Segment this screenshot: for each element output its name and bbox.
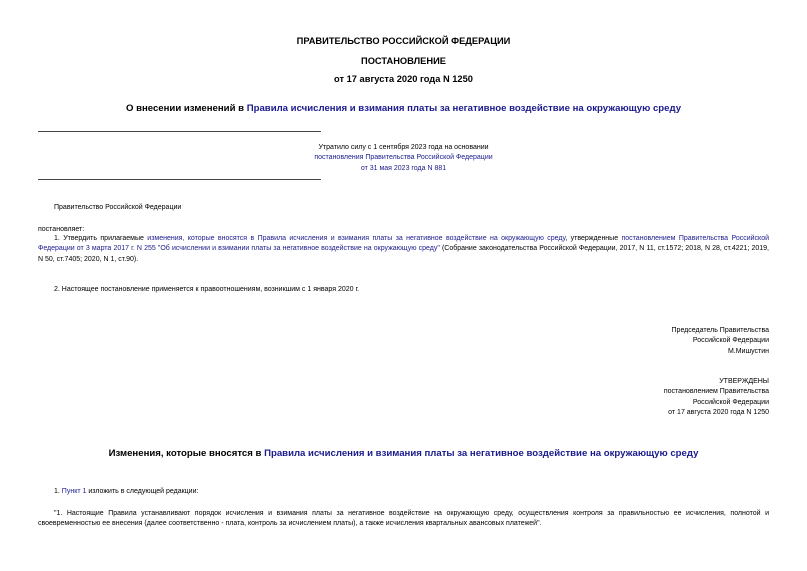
signature-country: Российской Федерации — [692, 337, 769, 345]
title-prefix: О внесении изменений в — [125, 103, 247, 114]
item1-number: 1. — [54, 488, 62, 495]
p1-citation: (Собрание законодательства Российской Федерации, 2017, N 11, ст.1572; 2018, N 28, ст.4221; 2019, N 50, ст.7405; 2020, N 1, ст.90). — [38, 245, 770, 263]
approved-by: постановлением Правительства — [663, 388, 769, 396]
point-1-link[interactable]: Пункт 1 — [61, 488, 87, 495]
quoted-paragraph — [38, 509, 769, 530]
repeal-decree-link[interactable]: постановления Правительства Российской Федерации — [314, 154, 493, 162]
issuer-text: Правительство Российской Федерации — [54, 204, 182, 211]
document-title — [0, 103, 807, 114]
document-type: ПОСТАНОВЛЕНИЕ — [361, 56, 446, 66]
status-note — [200, 143, 607, 174]
decree-255-link[interactable]: постановлением Правительства Российской Федерации от 3 марта 2017 г. N 255 "Об исчислении и взимании платы за негативное воздействие на окружающую среду" — [38, 235, 769, 253]
title-rules-link[interactable]: Правила исчисления и взимания платы за негативное воздействие на окружающую среду — [246, 103, 682, 114]
divider-bottom — [38, 179, 321, 180]
changes-title-prefix: Изменения, которые вносятся в — [108, 448, 265, 459]
repeal-decree-date-link[interactable]: от 31 мая 2023 года N 881 — [360, 164, 447, 172]
approved-block — [664, 377, 769, 419]
signature-block — [672, 326, 769, 357]
quote-text: "1. Настоящие Правила устанавливают порядок исчисления и взимания платы за негативное воздействие на окружающую среду, осуществления контроля за правильностью ее исчисления, полнотой и своевременностью ее внесения (далее соответственно - плата, контроль за исчислением платы), а также исчисления квартальных авансовых платежей". — [38, 510, 769, 528]
changes-title — [0, 448, 807, 459]
paragraph-1 — [38, 234, 769, 265]
paragraph-2: 2. Настоящее постановление применяется к правоотношениям, возникшим с 1 января 2020 г. — [54, 286, 360, 293]
item1-text: изложить в следующей редакции: — [86, 488, 199, 495]
approved-heading: УТВЕРЖДЕНЫ — [719, 378, 769, 385]
approved-country: Российской Федерации — [692, 398, 769, 406]
decree-word: постановляет: — [38, 226, 85, 233]
p1-text: , утвержденные — [565, 235, 622, 242]
government-heading: ПРАВИТЕЛЬСТВО РОССИЙСКОЙ ФЕДЕРАЦИИ — [296, 36, 511, 46]
divider-top — [38, 131, 321, 132]
document-date-number: от 17 августа 2020 года N 1250 — [334, 74, 473, 84]
changes-rules-link[interactable]: Правила исчисления и взимания платы за негативное воздействие на окружающую среду — [264, 448, 699, 459]
changes-link[interactable]: изменения, которые вносятся в Правила исчисления и взимания платы за негативное воздействие на окружающую среду — [147, 235, 566, 242]
p1-number: 1. Утвердить прилагаемые — [54, 235, 148, 242]
status-note-line: Утратило силу с 1 сентября 2023 года на основании — [318, 144, 489, 151]
signature-position: Председатель Правительства — [671, 327, 769, 334]
approved-date: от 17 августа 2020 года N 1250 — [668, 409, 769, 417]
change-item-1 — [54, 487, 198, 497]
signature-name: М.Мишустин — [727, 347, 769, 355]
